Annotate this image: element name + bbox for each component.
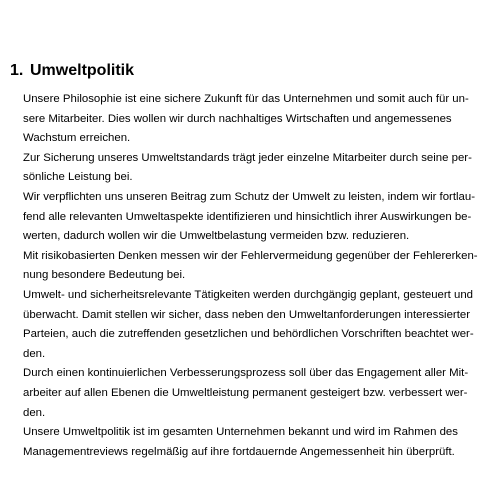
text-line: den. (23, 347, 46, 360)
paragraph-commitment (23, 188, 500, 247)
section-title: Umweltpolitik (30, 62, 135, 79)
text-line: Mit risikobasierten Denken messen wir der Fehlervermeidung gegenüber der Fehlererken- (23, 249, 478, 262)
text-line: arbeiter auf allen Ebenen die Umweltleistung permanent gesteigert bzw. verbessert wer- (23, 386, 468, 399)
paragraph-risk (23, 247, 500, 286)
section-heading (10, 61, 134, 81)
text-line: Wir verpflichten uns unseren Beitrag zum Schutz der Umwelt zu leisten, indem wir fortlau- (23, 190, 476, 203)
text-line: Wachstum erreichen. (23, 132, 131, 145)
text-line: Zur Sicherung unseres Umweltstandards trägt jeder einzelne Mitarbeiter durch seine per- (23, 151, 472, 164)
paragraph-standards (23, 149, 500, 188)
text-line: überwacht. Damit stellen wir sicher, dass neben den Umweltanforderungen interessierter (23, 308, 470, 321)
paragraph-review (23, 423, 500, 462)
text-line: nung besondere Bedeutung bei. (23, 269, 186, 282)
section-number: 1. (10, 62, 24, 79)
policy-text (23, 90, 500, 462)
text-line: sönliche Leistung bei. (23, 171, 133, 184)
text-line: fend alle relevanten Umweltaspekte identifizieren und hinsichtlich ihrer Auswirkungen be- (23, 210, 472, 223)
text-line: Umwelt- und sicherheitsrelevante Tätigkeiten werden durchgängig geplant, gesteuert und (23, 288, 473, 301)
text-line: Managementreviews regelmäßig auf ihre fortdauernde Angemessenheit hin überprüft. (23, 445, 455, 458)
paragraph-activities (23, 286, 500, 364)
text-line: Durch einen kontinuierlichen Verbesserungsprozess soll über das Engagement aller Mit- (23, 367, 469, 380)
text-line: Unsere Umweltpolitik ist im gesamten Unternehmen bekannt und wird im Rahmen des (23, 426, 458, 439)
text-line: Unsere Philosophie ist eine sichere Zukunft für das Unternehmen und somit auch für un- (23, 93, 469, 105)
paragraph-philosophy (23, 90, 500, 149)
text-line: sere Mitarbeiter. Dies wollen wir durch nachhaltiges Wirtschaften und angemessenes (23, 112, 452, 125)
paragraph-improvement (23, 364, 500, 423)
text-line: den. (23, 406, 46, 419)
text-line: werten, dadurch wollen wir die Umweltbelastung vermeiden bzw. reduzieren. (23, 230, 410, 243)
text-line: Parteien, auch die zutreffenden gesetzlichen und behördlichen Vorschriften beachtet wer- (23, 328, 474, 341)
